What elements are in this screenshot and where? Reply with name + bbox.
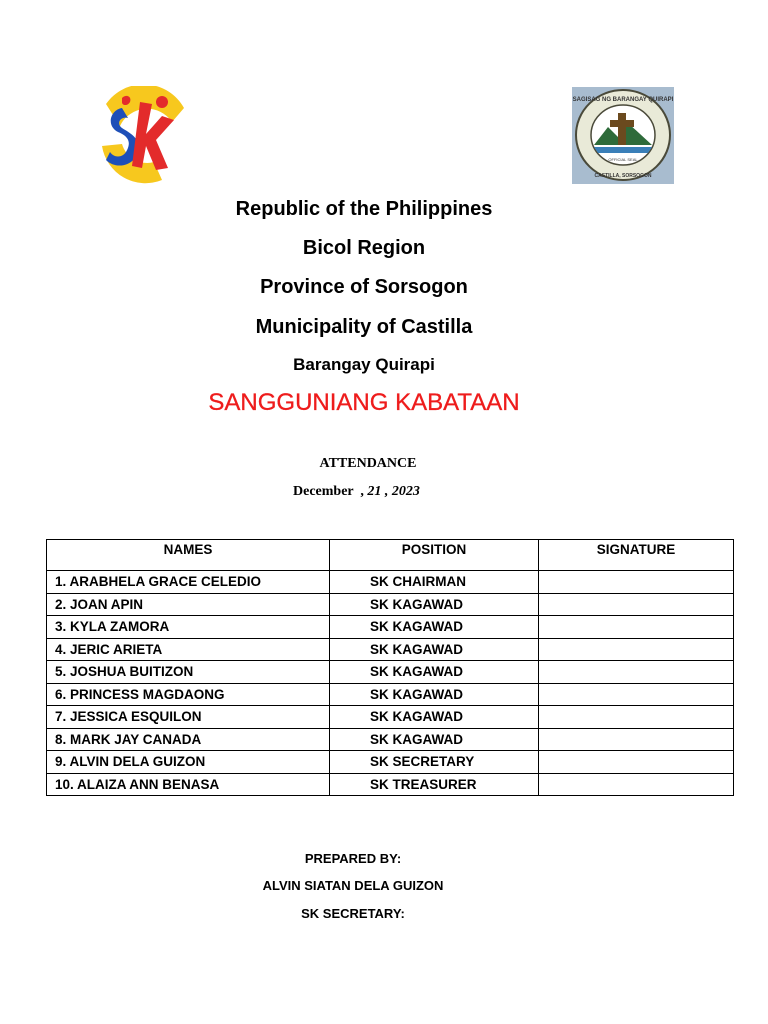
cell-position: SK KAGAWAD [330,638,539,661]
cell-signature [539,571,734,594]
date-month: December , [293,484,368,499]
cell-position: SK KAGAWAD [330,616,539,639]
cell-signature [539,728,734,751]
header-barangay: Barangay Quirapi [293,355,435,374]
date-day-year: 21 , 2023 [367,484,420,499]
table-row [47,706,734,729]
table-row [47,661,734,684]
table-row [47,638,734,661]
cell-position: SK TREASURER [330,773,539,796]
cell-name: 2. JOAN APIN [47,593,330,616]
cell-signature [539,661,734,684]
table-row [47,616,734,639]
organization-title: SANGGUNIANG KABATAAN [208,389,520,416]
cell-signature [539,706,734,729]
preparer-name: ALVIN SIATAN DELA GUIZON [262,878,444,893]
header-republic: Republic of the Philippines [235,198,493,220]
cell-name: 1. ARABHELA GRACE CELEDIO [47,571,330,594]
column-header-names: NAMES [47,540,330,571]
cell-position: SK SECRETARY [330,751,539,774]
header-municipality: Municipality of Castilla [255,316,473,338]
cell-position: SK KAGAWAD [330,706,539,729]
cell-signature [539,593,734,616]
barangay-seal-icon [572,87,674,184]
column-header-signature: SIGNATURE [539,540,734,571]
table-row [47,751,734,774]
prepared-by-label: PREPARED BY: [304,851,402,866]
cell-position: SK KAGAWAD [330,593,539,616]
cell-position: SK CHAIRMAN [330,571,539,594]
table-row [47,773,734,796]
cell-name: 5. JOSHUA BUITIZON [47,661,330,684]
table-row [47,683,734,706]
cell-name: 7. JESSICA ESQUILON [47,706,330,729]
column-header-position: POSITION [330,540,539,571]
cell-signature [539,616,734,639]
seal-text-bottom: CASTILLA, SORSOGON [594,173,652,179]
cell-signature [539,751,734,774]
header-region: Bicol Region [302,237,426,259]
cell-name: 3. KYLA ZAMORA [47,616,330,639]
cell-position: SK KAGAWAD [330,661,539,684]
header-province: Province of Sorsogon [260,276,468,298]
cell-name: 9. ALVIN DELA GUIZON [47,751,330,774]
seal-text-inner: OFFICIAL SEAL [608,157,638,162]
cell-name: 4. JERIC ARIETA [47,638,330,661]
preparer-title: SK SECRETARY: [301,906,405,921]
cell-signature [539,773,734,796]
cell-signature [539,683,734,706]
table-row [47,571,734,594]
document-date [293,484,420,500]
cell-name: 8. MARK JAY CANADA [47,728,330,751]
cell-position: SK KAGAWAD [330,683,539,706]
sk-logo-icon [92,86,196,186]
document-title: ATTENDANCE [319,456,417,471]
cell-signature [539,638,734,661]
table-row [47,728,734,751]
attendance-table [46,539,734,796]
table-row [47,593,734,616]
seal-text-top: SAGISAG NG BARANGAY QUIRAPI [572,97,674,103]
cell-position: SK KAGAWAD [330,728,539,751]
cell-name: 6. PRINCESS MAGDAONG [47,683,330,706]
table-header-row [47,540,734,571]
cell-name: 10. ALAIZA ANN BENASA [47,773,330,796]
